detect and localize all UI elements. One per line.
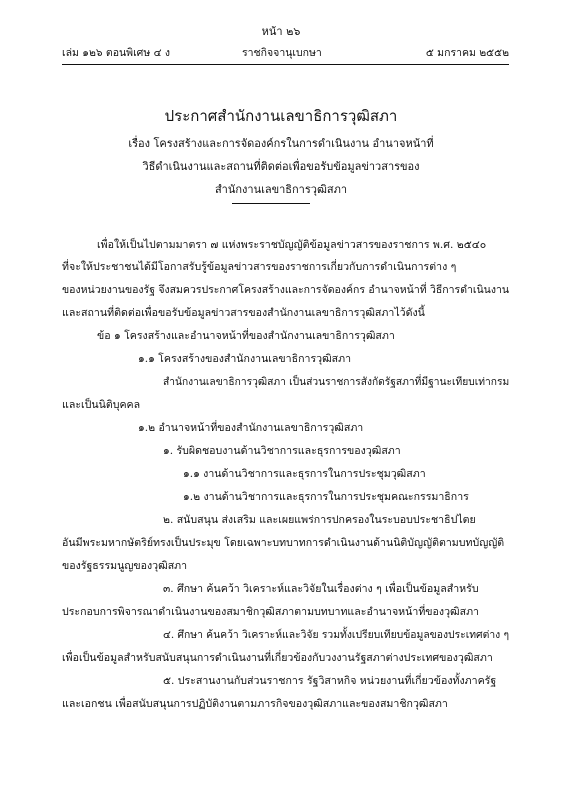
volume-label: เล่ม ๑๒๖ ตอนพิเศษ ๔ ง [62, 47, 171, 59]
body-line: ที่จะให้ประชาชนได้มีโอกาสรับรู้ข้อมูลข่าวสารของราชการเกี่ยวกับการดำเนินการต่าง ๆ [62, 261, 457, 273]
body-line: ๔. ศึกษา ค้นคว้า วิเคราะห์และวิจัย รวมทั้งเปรียบเทียบข้อมูลของประเทศต่าง ๆ [163, 629, 510, 641]
title-rule [232, 203, 310, 204]
body-line: ๑.๒ งานด้านวิชาการและธุรการในการประชุมคณะกรรมาธิการ [183, 491, 469, 503]
body-line: ๑. รับผิดชอบงานด้านวิชาการและธุรการของวุฒิสภา [163, 445, 401, 457]
body-line: ๑.๑ โครงสร้างของสำนักงานเลขาธิการวุฒิสภา [138, 353, 352, 365]
body-line: ๑.๑ งานด้านวิชาการและธุรการในการประชุมวุฒิสภา [183, 468, 426, 480]
gazette-header [62, 44, 509, 60]
subject-line-2: วิธีดำเนินงานและสถานที่ติดต่อเพื่อขอรับข้อมูลข่าวสารของ [142, 160, 420, 173]
body-line: และเอกชน เพื่อสนับสนุนการปฏิบัติงานตามภารกิจของวุฒิสภาและของสมาชิกวุฒิสภา [62, 698, 448, 710]
announcement-title: ประกาศสำนักงานเลขาธิการวุฒิสภา [164, 107, 398, 125]
body-line: อันมีพระมหากษัตริย์ทรงเป็นประมุข โดยเฉพาะบทบาทการดำเนินงานด้านนิติบัญญัติตามบทบัญญัติ [62, 537, 505, 549]
body-line: ของหน่วยงานของรัฐ จึงสมควรประกาศโครงสร้างและการจัดองค์กร อำนาจหน้าที่ วิธีการดำเนินงาน [62, 284, 510, 296]
body-line: และสถานที่ติดต่อเพื่อขอรับข้อมูลข่าวสารของสำนักงานเลขาธิการวุฒิสภาไว้ดังนี้ [62, 307, 425, 319]
publication-name: ราชกิจจานุเบกษา [242, 47, 322, 59]
body-line: เพื่อให้เป็นไปตามมาตรา ๗ แห่งพระราชบัญญัติข้อมูลข่าวสารของราชการ พ.ศ. ๒๕๔๐ [97, 239, 487, 251]
body-line: ข้อ ๑ โครงสร้างและอำนาจหน้าที่ของสำนักงานเลขาธิการวุฒิสภา [97, 330, 395, 342]
publication-date: ๕ มกราคม ๒๕๕๒ [425, 47, 509, 59]
page-number: หน้า ๒๖ [261, 25, 301, 38]
body-line: ๑.๒ อำนาจหน้าที่ของสำนักงานเลขาธิการวุฒิสภา [138, 422, 364, 434]
header-divider [62, 64, 509, 65]
body-line: ประกอบการพิจารณาดำเนินงานของสมาชิกวุฒิสภาตามบทบาทและอำนาจหน้าที่ของวุฒิสภา [62, 606, 479, 618]
body-line: ๒. สนับสนุน ส่งเสริม และเผยแพร่การปกครองในระบอบประชาธิปไตย [163, 514, 476, 526]
body-line: สำนักงานเลขาธิการวุฒิสภา เป็นส่วนราชการสังกัดรัฐสภาที่มีฐานะเทียบเท่ากรม [163, 376, 510, 388]
subject-line-1: เรื่อง โครงสร้างและการจัดองค์กรในการดำเนินงาน อำนาจหน้าที่ [128, 137, 434, 150]
body-line: ๕. ประสานงานกับส่วนราชการ รัฐวิสาหกิจ หน่วยงานที่เกี่ยวข้องทั้งภาครัฐ [163, 675, 497, 687]
subject-line-3: สำนักงานเลขาธิการวุฒิสภา [214, 183, 348, 196]
body-line: และเป็นนิติบุคคล [62, 399, 141, 411]
body-line: ๓. ศึกษา ค้นคว้า วิเคราะห์และวิจัยในเรื่องต่าง ๆ เพื่อเป็นข้อมูลสำหรับ [163, 583, 479, 595]
body-line: เพื่อเป็นข้อมูลสำหรับสนับสนุนการดำเนินงานที่เกี่ยวข้องกับวงงานรัฐสภาต่างประเทศของวุฒิสภา [62, 652, 493, 664]
body-line: ของรัฐธรรมนูญของวุฒิสภา [62, 560, 188, 572]
